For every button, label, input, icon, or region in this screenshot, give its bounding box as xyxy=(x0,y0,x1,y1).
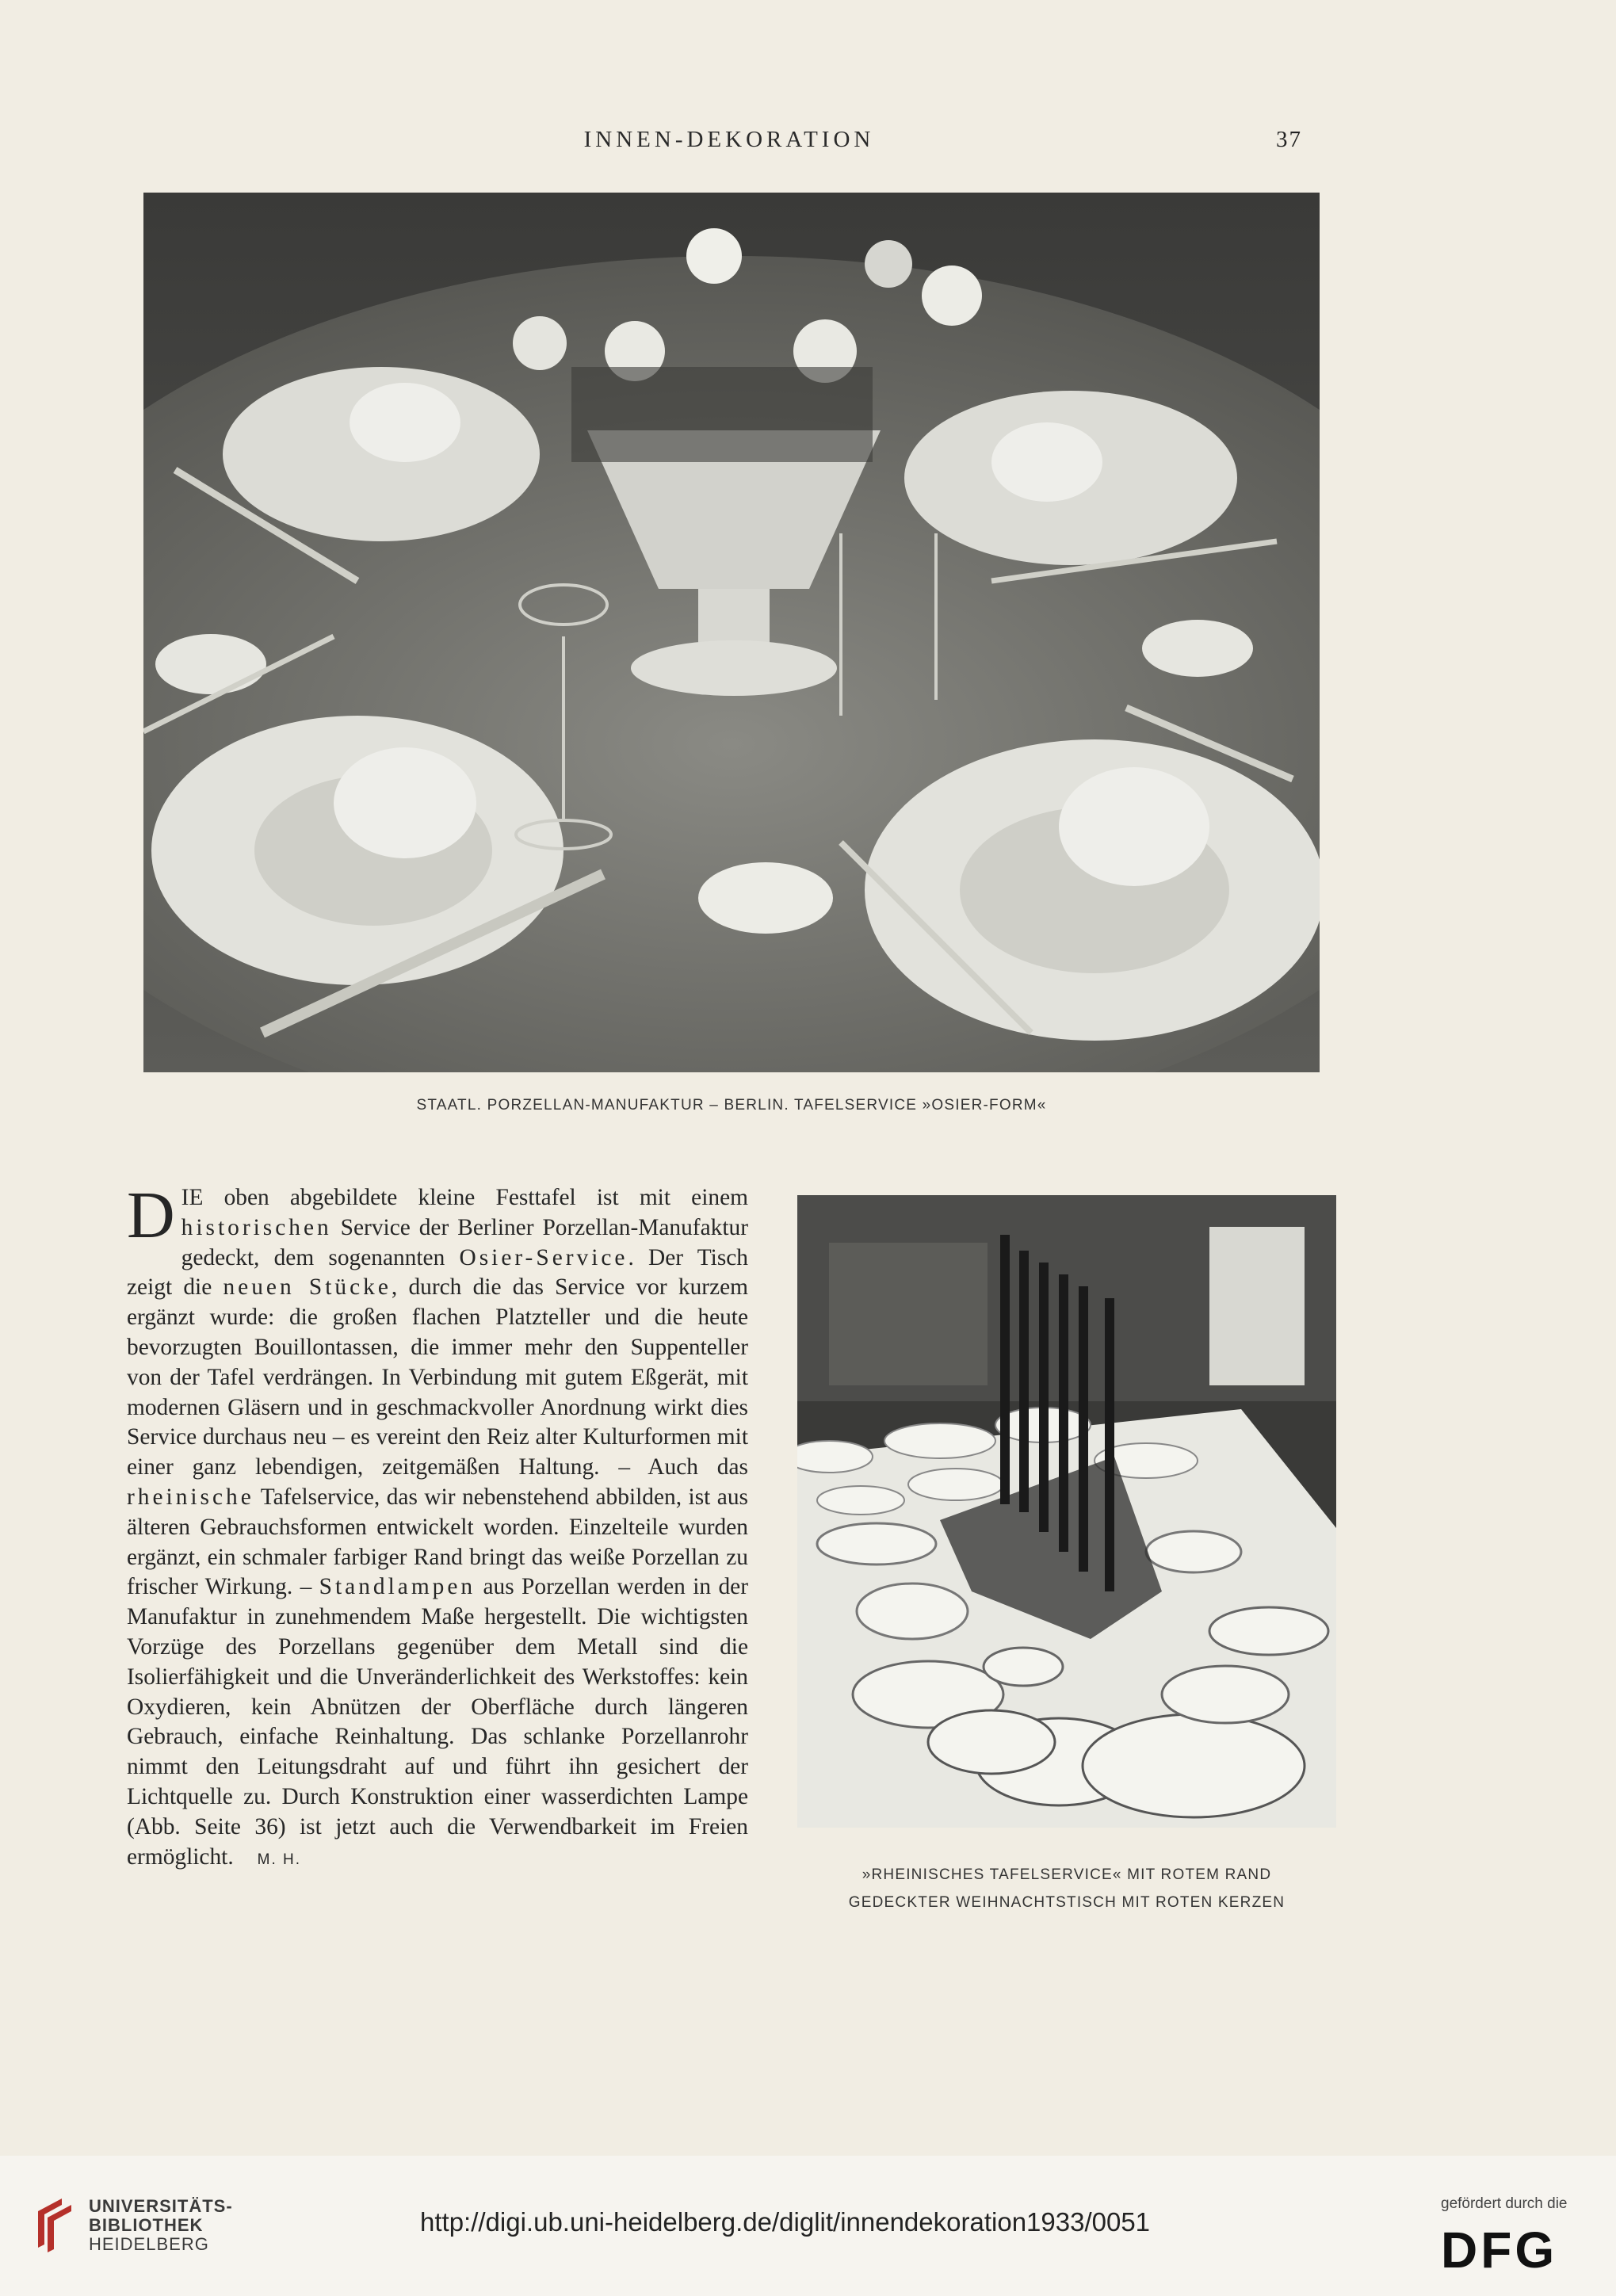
funded-by-label: gefördert durch die xyxy=(1441,2195,1568,2212)
article-body xyxy=(127,1179,749,1874)
top-photo-caption: STAATL. PORZELLAN-MANUFAKTUR – BERLIN. TAFELSERVICE »OSIER-FORM« xyxy=(416,1097,1047,1114)
article-text: Tafelservice, das wir nebenstehend abbilden, ist aus älteren Gebrauchsformen entwickelt worden. Einzelteile wurden ergänzt, ein schmaler farbiger Rand bringt das weiße Porzellan zu frischer Wirkung. – xyxy=(127,1484,748,1600)
photo-festive-table xyxy=(143,193,1320,1072)
article-text: , durch die das Service vor kurzem ergänzt wurde: die großen flachen Platzteller und die heute bevorzugten Bouillontassen, die immer mehr den Suppenteller von der Tafel verdrängen. In Verbindung mit gutem Eßgerät, mit modernen Gläsern und in geschmackvoller Anordnung wirkt dies Service durchaus neu – es vereint den Reiz alter Kulturformen mit einer ganz lebendigen, zeitgemäßen Haltung. – Auch das xyxy=(127,1274,749,1480)
right-photo-caption-line2: GEDECKTER WEIHNACHTSTISCH MIT ROTEN KERZEN xyxy=(848,1894,1286,1911)
ub-logo-icon xyxy=(30,2195,81,2252)
ub-logo-text xyxy=(89,2197,233,2254)
article-emphasis: historischen xyxy=(181,1214,332,1240)
article-text: aus Porzellan werden in der Manufaktur in zunehmendem Maße hergestellt. Die wichtigsten Vorzüge des Porzellans gegenüber dem Metall sind die Isolierfähigkeit und die Unveränderlichkeit des Werkstoffes: kein Oxydieren, kein Abnützen der Oberfläche durch längeren Gebrauch, einfache Reinhaltung. Das schlanke Porzellanrohr nimmt den Leitungsdraht auf und führt ihn gesichert der Lichtquelle zu. Durch Konstruktion einer wasserdichten Lampe (Abb. Seite 36) ist jetzt auch die Verwendbarkeit im Freien ermöglicht. xyxy=(127,1574,748,1870)
article-text: Service der Berliner Porzellan-Manufaktur gedeckt, dem sogenannten xyxy=(181,1214,748,1270)
drop-cap: D xyxy=(127,1179,175,1252)
article-emphasis: rheinische xyxy=(127,1484,254,1510)
photo-christmas-table-illustration xyxy=(797,1195,1336,1828)
running-title: INNEN-DEKORATION xyxy=(583,127,875,152)
photo-festive-table-illustration xyxy=(143,193,1320,1072)
dfg-logo: DFG xyxy=(1441,2222,1558,2279)
ub-logo-line3: HEIDELBERG xyxy=(89,2234,209,2254)
permalink-url[interactable]: http://digi.ub.uni-heidelberg.de/diglit/innendekoration1933/0051 xyxy=(420,2207,1151,2237)
page-header xyxy=(0,127,1616,166)
page-number: 37 xyxy=(1276,127,1302,152)
photo-christmas-table xyxy=(797,1195,1336,1828)
article-text: IE oben abgebildete kleine Festtafel ist mit einem xyxy=(181,1185,748,1210)
article-paragraph xyxy=(127,1179,749,1874)
article-text: . Der Tisch zeigt die xyxy=(127,1244,748,1301)
article-emphasis: Standlampen xyxy=(319,1574,476,1600)
ub-logo-line1: UNIVERSITÄTS- xyxy=(89,2196,233,2216)
article-emphasis: neuen Stücke xyxy=(223,1274,392,1301)
article-emphasis: Osier-Service xyxy=(459,1244,628,1270)
author-signature: M. H. xyxy=(257,1851,302,1868)
ub-logo-line2: BIBLIOTHEK xyxy=(89,2215,204,2235)
right-photo-caption-line1: »RHEINISCHES TAFELSERVICE« MIT ROTEM RAND xyxy=(861,1866,1272,1883)
